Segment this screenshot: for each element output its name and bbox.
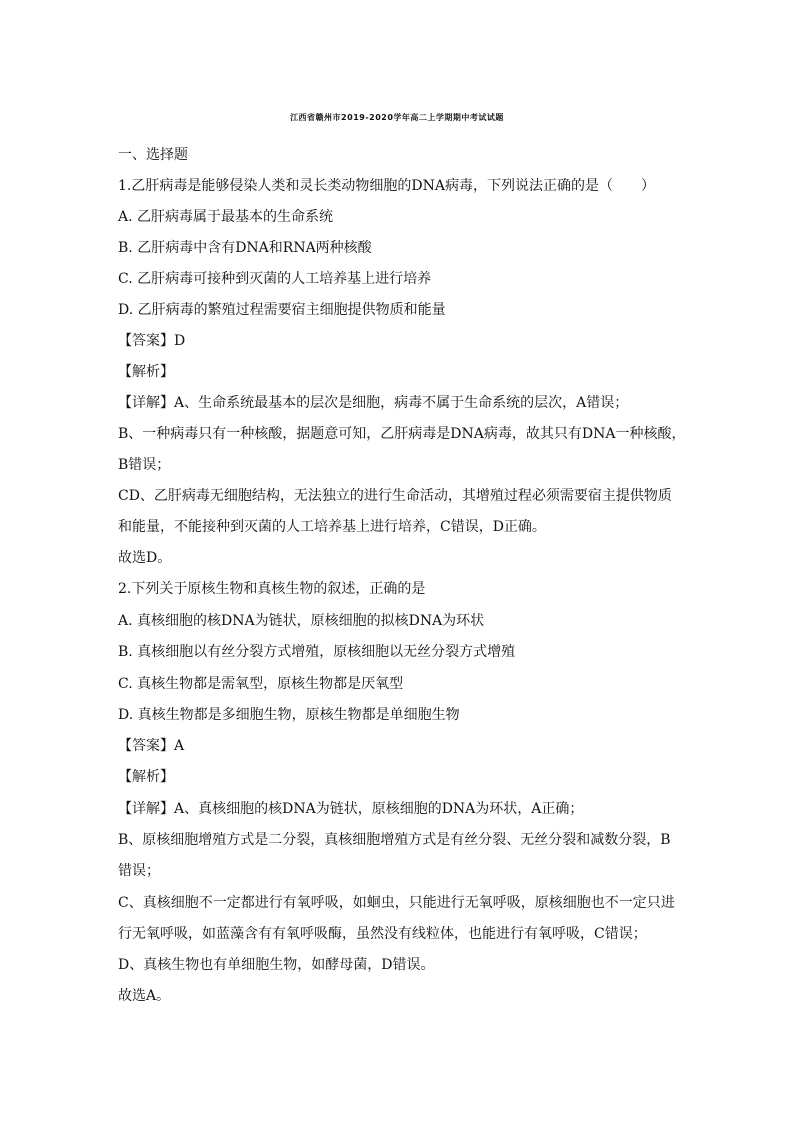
q2-detail-line: B、原核细胞增殖方式是二分裂，真核细胞增殖方式是有丝分裂、无丝分裂和减数分裂，B <box>118 832 671 848</box>
q2-answer: 【答案】A <box>118 738 185 754</box>
q2-detail-line: 【详解】A、真核细胞的核DNA为链状，原核细胞的DNA为环状，A正确； <box>118 801 584 817</box>
q2-detail-line: 错误； <box>118 863 160 879</box>
q1-detail-line: 【详解】A、生命系统最基本的层次是细胞，病毒不属于生命系统的层次，A错误； <box>118 395 629 411</box>
q1-detail-line: B、一种病毒只有一种核酸，据题意可知，乙肝病毒是DNA病毒，故其只有DNA一种核酸， <box>118 426 686 442</box>
q2-option-a: A. 真核细胞的核DNA为链状，原核细胞的拟核DNA为环状 <box>118 613 485 629</box>
q2-conclusion: 故选A。 <box>118 988 171 1004</box>
q2-option-c: C. 真核生物都是需氧型，原核生物都是厌氧型 <box>118 676 404 692</box>
q1-detail-line: CD、乙肝病毒无细胞结构，无法独立的进行生命活动，其增殖过程必须需要宿主提供物质 <box>118 488 672 504</box>
q2-stem: 2.下列关于原核生物和真核生物的叙述，正确的是 <box>118 581 426 597</box>
q1-detail-line: 和能量，不能接种到灭菌的人工培养基上进行培养，C错误，D正确。 <box>118 519 546 535</box>
q1-option-a: A. 乙肝病毒属于最基本的生命系统 <box>118 209 334 225</box>
q1-option-d: D. 乙肝病毒的繁殖过程需要宿主细胞提供物质和能量 <box>118 302 446 318</box>
q1-detail-line: B错误； <box>118 457 171 473</box>
page-title: 江西省赣州市2019-2020学年高二上学期期中考试试题 <box>290 113 504 122</box>
q1-option-b: B. 乙肝病毒中含有DNA和RNA两种核酸 <box>118 240 372 256</box>
section-header: 一、选择题 <box>118 147 188 163</box>
q2-option-b: B. 真核细胞以有丝分裂方式增殖，原核细胞以无丝分裂方式增殖 <box>118 644 516 660</box>
q2-analysis-label: 【解析】 <box>118 769 174 785</box>
q1-analysis-label: 【解析】 <box>118 364 174 380</box>
q2-detail-line: C、真核细胞不一定都进行有氧呼吸，如蛔虫，只能进行无氧呼吸，原核细胞也不一定只进 <box>118 895 675 911</box>
q2-option-d: D. 真核生物都是多细胞生物，原核生物都是单细胞生物 <box>118 707 460 723</box>
q1-answer: 【答案】D <box>118 333 186 349</box>
q2-detail-line: 行无氧呼吸，如蓝藻含有有氧呼吸酶，虽然没有线粒体，也能进行有氧呼吸，C错误； <box>118 926 647 942</box>
q1-stem: 1.乙肝病毒是能够侵染人类和灵长类动物细胞的DNA病毒，下列说法正确的是（ ） <box>118 178 655 194</box>
q2-detail-line: D、真核生物也有单细胞生物，如酵母菌，D错误。 <box>118 957 435 973</box>
q1-conclusion: 故选D。 <box>118 550 172 566</box>
q1-option-c: C. 乙肝病毒可接种到灭菌的人工培养基上进行培养 <box>118 271 432 287</box>
